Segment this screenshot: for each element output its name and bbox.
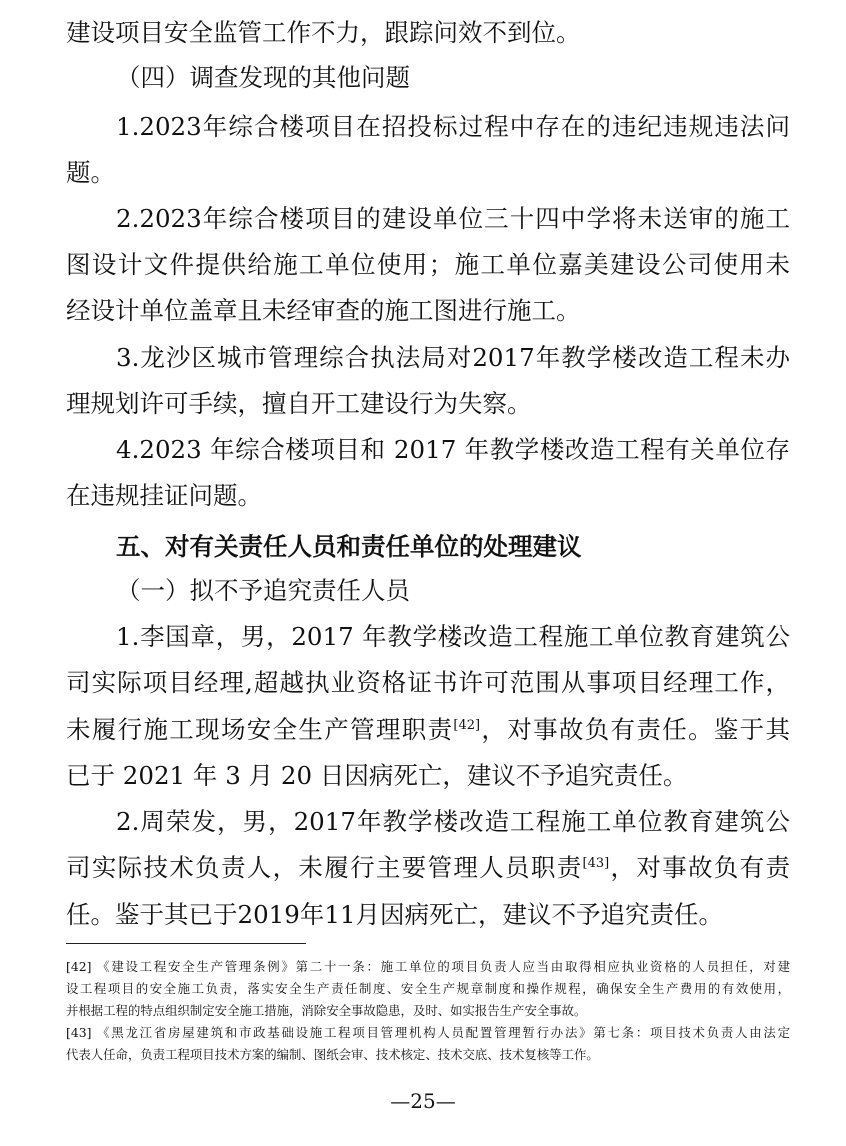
body-line: 4.2023 年综合楼项目和 2017 年教学楼改造工程有关单位存 — [116, 435, 790, 464]
footnote-42-line: [42] 《建设工程安全生产管理条例》第二十一条：施工单位的项目负责人应当由取得相应执业资格的人员担任，对建 — [66, 959, 790, 974]
body-line: 建设项目安全监管工作不力，跟踪问效不到位。 — [66, 18, 581, 47]
body-line: 已于 2021 年 3 月 20 日因病死亡，建议不予追究责任。 — [66, 761, 688, 790]
body-line: 1.2023年综合楼项目在招投标过程中存在的违纪违规违法问 — [116, 112, 790, 141]
footnote-43-line: 代表人任命，负责工程项目技术方案的编制、图纸会审、技术核定、技术交底、技术复核等工作。 — [66, 1047, 599, 1062]
body-line: 图设计文件提供给施工单位使用；施工单位嘉美建设公司使用未 — [66, 250, 790, 279]
body-text-segment: ，对事故负有责任。鉴于其 — [480, 715, 791, 744]
section-heading-5: 五、对有关责任人员和责任单位的处理建议 — [116, 532, 582, 561]
body-line: 在违规挂证问题。 — [66, 481, 262, 510]
body-line: 经设计单位盖章且未经审查的施工图进行施工。 — [66, 296, 581, 325]
body-line: 2.2023年综合楼项目的建设单位三十四中学将未送审的施工 — [116, 204, 790, 233]
body-line: 1.李国章，男，2017 年教学楼改造工程施工单位教育建筑公 — [116, 622, 790, 651]
footnote-42-line: 设工程项目的安全施工负责，落实安全生产责任制度、安全生产规章制度和操作规程，确保安全生产费用的有效使用， — [66, 981, 790, 996]
body-line: 2.周荣发，男，2017年教学楼改造工程施工单位教育建筑公 — [116, 807, 790, 836]
body-line: 3.龙沙区城市管理综合执法局对2017年教学楼改造工程未办 — [116, 343, 790, 372]
page-number: —25— — [390, 1089, 456, 1113]
footnote-separator — [66, 943, 306, 944]
body-line: 司实际项目经理,超越执业资格证书许可范围从事项目经理工作， — [66, 668, 790, 697]
section-heading-4: （四）调查发现的其他问题 — [116, 63, 410, 92]
body-text-segment: 司实际技术负责人，未履行主要管理人员职责 — [66, 853, 583, 882]
footnote-43-line: [43] 《黑龙江省房屋建筑和市政基础设施工程项目管理机构人员配置管理暂行办法》第七条：项目技术负责人由法定 — [66, 1025, 790, 1040]
body-line-with-footnote-ref — [66, 710, 790, 750]
subsection-heading-1: （一）拟不予追究责任人员 — [116, 576, 410, 605]
body-text-segment: 未履行施工现场安全生产管理职责 — [66, 715, 454, 744]
footnote-ref-43: [43] — [582, 856, 610, 871]
body-line: 题。 — [66, 158, 115, 187]
body-line: 任。鉴于其已于2019年11月因病死亡，建议不予追究责任。 — [66, 900, 724, 929]
footnote-ref-42: [42] — [453, 718, 481, 733]
footnote-42-line: 并根据工程的特点组织制定安全施工措施，消除安全事故隐患，及时、如实报告生产安全事故。 — [66, 1003, 587, 1018]
body-line: 理规划许可手续，擅自开工建设行为失察。 — [66, 389, 532, 418]
body-text-segment: ，对事故负有责 — [609, 853, 791, 882]
body-line-with-footnote-ref — [66, 848, 790, 888]
